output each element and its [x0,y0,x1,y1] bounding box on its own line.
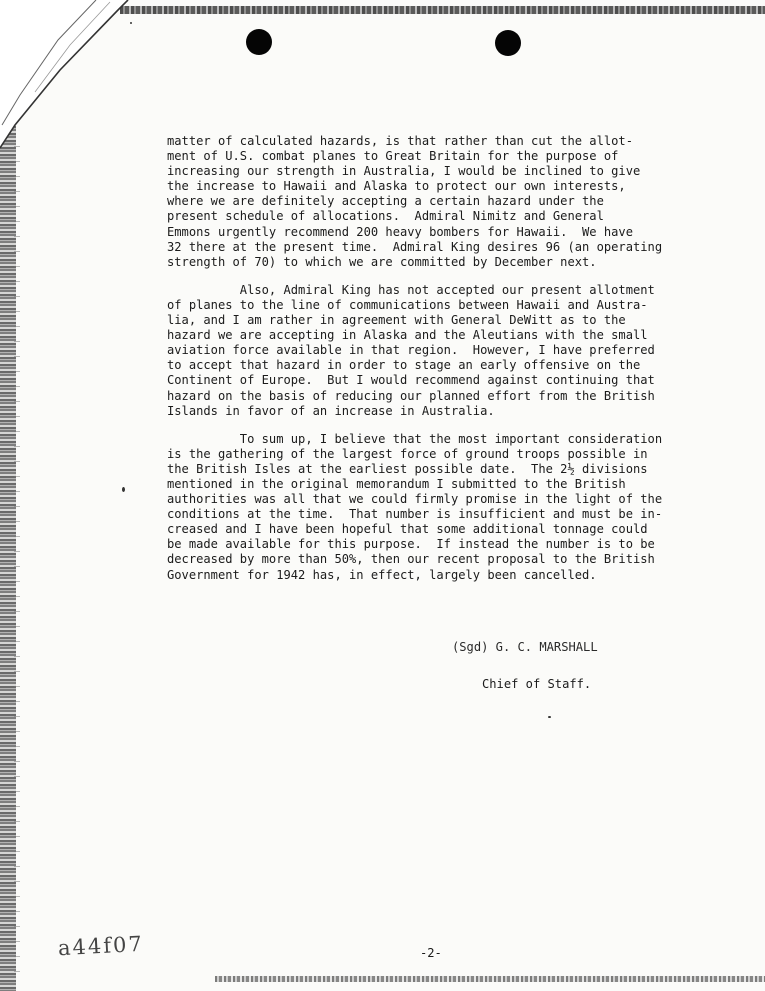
scan-edge-shadow [14,140,20,980]
signature-title: Chief of Staff. [482,677,592,691]
text-line: ment of U.S. combat planes to Great Britain for the purpose of [167,149,619,164]
text-line: aviation force available in that region. However, I have preferred [167,343,655,358]
torn-corner-graphic [0,0,140,150]
text-line: the increase to Hawaii and Alaska to protect our own interests, [167,179,626,194]
text-line: creased and I have been hopeful that some additional tonnage could [167,522,648,537]
paragraph-1 [167,134,697,270]
text-line: be made available for this purpose. If instead the number is to be [167,537,655,552]
punch-hole-right [495,30,521,56]
scan-speck [130,22,132,24]
text-line: where we are definitely accepting a certain hazard under the [167,194,604,209]
text-line: Government for 1942 has, in effect, largely been cancelled. [167,567,597,582]
text-line: 32 there at the present time. Admiral King desires 96 (an operating [167,239,663,254]
letter-body [167,134,697,583]
page-number: -2- [420,946,442,960]
text-line: mentioned in the original memorandum I submitted to the British [167,476,626,491]
text-line: matter of calculated hazards, is that rather than cut the allot- [167,134,633,148]
scan-edge-top [120,6,765,14]
text-line: decreased by more than 50%, then our recent proposal to the British [167,552,655,567]
scan-edge-bottom [215,976,765,982]
text-line: is the gathering of the largest force of ground troops possible in [167,446,648,461]
handwritten-note: a44f07 [57,931,145,961]
text-line: increasing our strength in Australia, I would be inclined to give [167,164,641,179]
text-line: to accept that hazard in order to stage an early offensive on the [167,358,641,373]
text-line: hazard we are accepting in Alaska and the Aleutians with the small [167,328,648,343]
text-line: Also, Admiral King has not accepted our present allotment [167,282,655,297]
scan-speck [548,716,551,718]
text-line: conditions at the time. That number is insufficient and must be in- [167,507,663,522]
text-line: present schedule of allocations. Admiral Nimitz and General [167,209,604,224]
text-line: Islands in favor of an increase in Australia. [167,403,495,418]
signature-line: (Sgd) G. C. MARSHALL [452,640,598,654]
text-line: lia, and I am rather in agreement with General DeWitt as to the [167,313,626,328]
text-line: Emmons urgently recommend 200 heavy bombers for Hawaii. We have [167,224,633,239]
scan-speck [122,487,125,492]
text-line: authorities was all that we could firmly promise in the light of the [167,492,663,507]
text-line: To sum up, I believe that the most important consideration [167,431,663,446]
text-line: of planes to the line of communications between Hawaii and Austra- [167,297,648,312]
text-line: strength of 70) to which we are committed by December next. [167,254,597,269]
text-line: Continent of Europe. But I would recommend against continuing that [167,373,655,388]
text-line: the British Isles at the earliest possible date. The 2½ divisions [167,461,648,476]
paragraph-3 [167,432,697,583]
text-line: hazard on the basis of reducing our planned effort from the British [167,388,655,403]
paragraph-2 [167,283,697,419]
punch-hole-left [246,29,272,55]
